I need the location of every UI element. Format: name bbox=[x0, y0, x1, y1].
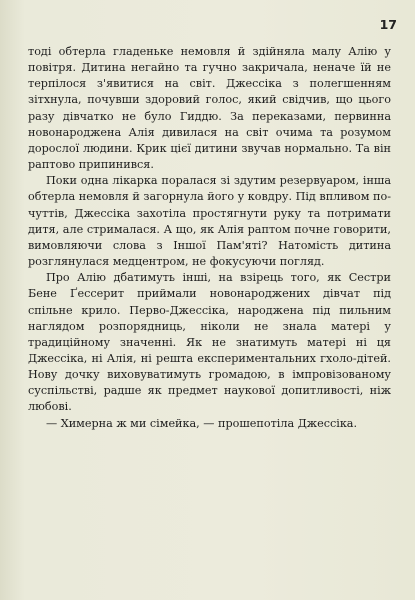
paragraph-4: — Химерна ж ми сімейка, — прошепотіла Джессіка. bbox=[46, 416, 358, 430]
body-text bbox=[28, 44, 391, 432]
paragraph-3: Про Алію дбатимуть інші, на взірець того, як Сестри Бене Ґессерит приймали новонароджених дівчат під спільне крило. Перво-Джессіка, народжена під пильним наглядом розпорядниць, ніколи не знала матері у традиційному значенні. Як не знатимуть матері ні ця Джессіка, ні Алія, ні решта експериментальних гхоло-дітей. Нову дочку виховуватимуть громадою, в імпровізованому суспільстві, радше як предмет наукової допитливості, ніж любові. bbox=[28, 271, 391, 414]
paragraph-1: тоді обтерла гладеньке немовля й здійняла малу Алію у повітря. Дитина негайно та гучно закричала, неначе їй не терпілося з'явитися на світ. Джессіка з полегшенням зітхнула, почувши здоровий голос, який свідчив, що цього разу дівчатко не було Гиддю. За переказами, первинна новонароджена Алія дивилася на світ очима та розумом дорослої людини. Крик цієї дитини звучав нормально. Та він раптово припинився. bbox=[28, 45, 391, 172]
page-number: 17 bbox=[379, 17, 397, 32]
paragraph-2: Поки одна лікарка поралася зі здутим резервуаром, інша обтерла немовля й загорнула його у ковдру. Під впливом почуттів, Джессіка захотіла простягнути руку та потримати дитя, але стрималася. А що, як Алія раптом почне говорити, вимовляючи слова з Іншої Пам'яті? Натомість дитина розглянулася медцентром, не фокусуючи погляд. bbox=[28, 174, 391, 269]
